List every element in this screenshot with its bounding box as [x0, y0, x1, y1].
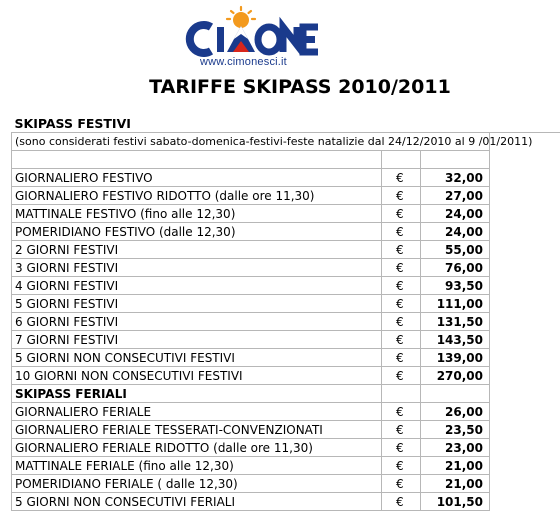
row-label: 5 GIORNI NON CONSECUTIVI FERIALI — [12, 493, 382, 511]
table-row — [12, 439, 560, 457]
spacer-cell — [490, 403, 560, 421]
spacer-cell — [490, 439, 560, 457]
row-label: GIORNALIERO FESTIVO RIDOTTO (dalle ore 11,30) — [12, 187, 382, 205]
table-row — [12, 241, 560, 259]
row-label: GIORNALIERO FERIALE TESSERATI-CONVENZIONATI — [12, 421, 382, 439]
currency-symbol: € — [382, 259, 421, 277]
spacer-cell — [490, 277, 560, 295]
price-value: 21,00 — [421, 457, 490, 475]
table-row — [12, 421, 560, 439]
price-value: 93,50 — [421, 277, 490, 295]
price-table-container — [11, 115, 557, 511]
price-value: 270,00 — [421, 367, 490, 385]
price-value: 27,00 — [421, 187, 490, 205]
row-label: 6 GIORNI FESTIVI — [12, 313, 382, 331]
currency-symbol: € — [382, 295, 421, 313]
price-value: 131,50 — [421, 313, 490, 331]
price-value: 101,50 — [421, 493, 490, 511]
currency-symbol: € — [382, 403, 421, 421]
blank-row — [12, 151, 560, 169]
spacer-cell — [421, 115, 490, 133]
table-row — [12, 259, 560, 277]
spacer-cell — [490, 313, 560, 331]
table-row — [12, 205, 560, 223]
spacer-cell — [421, 385, 490, 403]
section-heading-feriali: SKIPASS FERIALI — [12, 385, 382, 403]
currency-symbol: € — [382, 421, 421, 439]
spacer-cell — [490, 421, 560, 439]
table-row — [12, 169, 560, 187]
spacer-cell — [490, 259, 560, 277]
spacer-cell — [490, 295, 560, 313]
currency-symbol: € — [382, 457, 421, 475]
row-label: 10 GIORNI NON CONSECUTIVI FESTIVI — [12, 367, 382, 385]
row-label: 5 GIORNI NON CONSECUTIVI FESTIVI — [12, 349, 382, 367]
currency-symbol: € — [382, 241, 421, 259]
price-value: 55,00 — [421, 241, 490, 259]
table-row — [12, 223, 560, 241]
row-label: POMERIDIANO FESTIVO (dalle 12,30) — [12, 223, 382, 241]
table-row — [12, 187, 560, 205]
blank-cell — [12, 151, 382, 169]
table-row — [12, 349, 560, 367]
currency-symbol: € — [382, 187, 421, 205]
price-value: 32,00 — [421, 169, 490, 187]
spacer-cell — [490, 349, 560, 367]
spacer-cell — [490, 205, 560, 223]
currency-symbol: € — [382, 169, 421, 187]
price-value: 139,00 — [421, 349, 490, 367]
spacer-cell — [490, 331, 560, 349]
row-label: 3 GIORNI FESTIVI — [12, 259, 382, 277]
table-row — [12, 475, 560, 493]
logo-url: www.cimonesci.it — [200, 56, 287, 68]
table-row — [12, 331, 560, 349]
blank-cell — [421, 151, 490, 169]
row-label: 4 GIORNI FESTIVI — [12, 277, 382, 295]
blank-cell — [490, 151, 560, 169]
page-title: TARIFFE SKIPASS 2010/2011 — [0, 76, 560, 98]
table-row — [12, 295, 560, 313]
section-row — [12, 115, 560, 133]
currency-symbol: € — [382, 313, 421, 331]
price-value: 24,00 — [421, 223, 490, 241]
row-label: POMERIDIANO FERIALE ( dalle 12,30) — [12, 475, 382, 493]
section-row — [12, 385, 560, 403]
spacer-cell — [490, 385, 560, 403]
spacer-cell — [490, 367, 560, 385]
currency-symbol: € — [382, 439, 421, 457]
spacer-cell — [382, 385, 421, 403]
price-value: 26,00 — [421, 403, 490, 421]
price-value: 23,00 — [421, 439, 490, 457]
table-row — [12, 493, 560, 511]
row-label: GIORNALIERO FESTIVO — [12, 169, 382, 187]
festivi-note: (sono considerati festivi sabato-domenica-festivi-feste natalizie dal 24/12/2010 al 9 /01/2011) — [12, 133, 490, 151]
currency-symbol: € — [382, 493, 421, 511]
note-row — [12, 133, 560, 151]
currency-symbol: € — [382, 331, 421, 349]
spacer-cell — [490, 115, 560, 133]
section-heading-festivi: SKIPASS FESTIVI — [12, 115, 382, 133]
spacer-cell — [490, 493, 560, 511]
spacer-cell — [490, 223, 560, 241]
price-value: 143,50 — [421, 331, 490, 349]
price-value: 111,00 — [421, 295, 490, 313]
blank-cell — [382, 151, 421, 169]
row-label: 5 GIORNI FESTIVI — [12, 295, 382, 313]
price-value: 76,00 — [421, 259, 490, 277]
currency-symbol: € — [382, 367, 421, 385]
spacer-cell — [490, 187, 560, 205]
price-table — [11, 115, 560, 511]
row-label: 2 GIORNI FESTIVI — [12, 241, 382, 259]
spacer-cell — [490, 169, 560, 187]
price-value: 24,00 — [421, 205, 490, 223]
table-row — [12, 277, 560, 295]
currency-symbol: € — [382, 277, 421, 295]
table-row — [12, 367, 560, 385]
table-row — [12, 403, 560, 421]
currency-symbol: € — [382, 205, 421, 223]
currency-symbol: € — [382, 475, 421, 493]
row-label: GIORNALIERO FERIALE — [12, 403, 382, 421]
price-value: 21,00 — [421, 475, 490, 493]
price-value: 23,50 — [421, 421, 490, 439]
mountain-icon — [227, 26, 255, 52]
table-row — [12, 457, 560, 475]
row-label: GIORNALIERO FERIALE RIDOTTO (dalle ore 11,30) — [12, 439, 382, 457]
row-label: 7 GIORNI FESTIVI — [12, 331, 382, 349]
spacer-cell — [490, 241, 560, 259]
currency-symbol: € — [382, 223, 421, 241]
row-label: MATTINALE FERIALE (fino alle 12,30) — [12, 457, 382, 475]
spacer-cell — [382, 115, 421, 133]
sun-icon — [227, 7, 255, 28]
spacer-cell — [490, 475, 560, 493]
row-label: MATTINALE FESTIVO (fino alle 12,30) — [12, 205, 382, 223]
spacer-cell — [490, 457, 560, 475]
table-row — [12, 313, 560, 331]
currency-symbol: € — [382, 349, 421, 367]
